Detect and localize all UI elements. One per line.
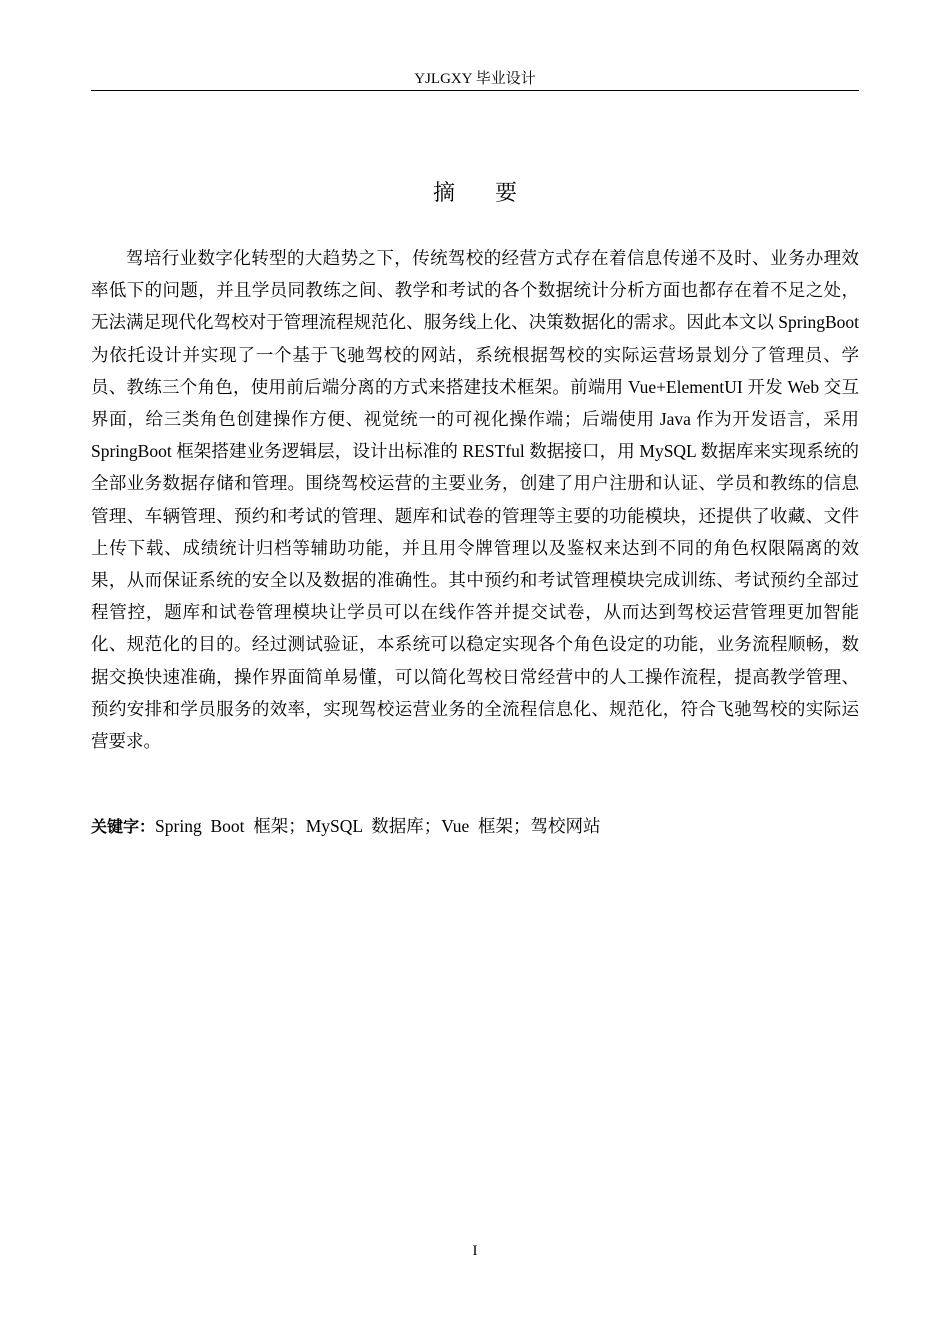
keywords-value: Spring Boot 框架；MySQL 数据库；Vue 框架；驾校网站 [155, 816, 601, 836]
header-text: YJLGXY 毕业设计 [414, 71, 536, 87]
page-number: I [472, 1243, 478, 1259]
abstract-paragraph: 驾培行业数字化转型的大趋势之下，传统驾校的经营方式存在着信息传递不及时、业务办理效率低下的问题，并且学员同教练之间、教学和考试的各个数据统计分析方面也都存在着不足之处，无法满足现代化驾校对于管理流程规范化、服务线上化、决策数据化的需求。因此本文以 SpringBoot 为依托设计并实现了一个基于飞驰驾校的网站，系统根据驾校的实际运营场景划分了管理员、学员、教练三个角色，使用前后端分离的方式来搭建技术框架。前端用 Vue+ElementUI 开发 Web 交互界面，给三类角色创建操作方便、视觉统一的可视化操作端；后端使用 Java 作为开发语言，采用 SpringBoot 框架搭建业务逻辑层，设计出标准的 RESTful 数据接口，用 MySQL 数据库来实现系统的全部业务数据存储和管理。围绕驾校运营的主要业务，创建了用户注册和认证、学员和教练的信息管理、车辆管理、预约和考试的管理、题库和试卷的管理等主要的功能模块，还提供了收藏、文件上传下载、成绩统计归档等辅助功能，并且用令牌管理以及鉴权来达到不同的角色权限隔离的效果，从而保证系统的安全以及数据的准确性。其中预约和考试管理模块完成训练、考试预约全部过程管控，题库和试卷管理模块让学员可以在线作答并提交试卷，从而达到驾校运营管理更加智能化、规范化的目的。经过测试验证，本系统可以稳定实现各个角色设定的功能，业务流程顺畅，数据交换快速准确，操作界面简单易懂，可以简化驾校日常经营中的人工操作流程，提高教学管理、预约安排和学员服务的效率，实现驾校运营业务的全流程信息化、规范化，符合飞驰驾校的实际运营要求。 [91, 248, 859, 752]
keywords-line [91, 810, 859, 843]
keywords-label: 关键字： [91, 817, 156, 836]
abstract-title: 摘要 [432, 181, 557, 206]
page-header [91, 68, 859, 91]
